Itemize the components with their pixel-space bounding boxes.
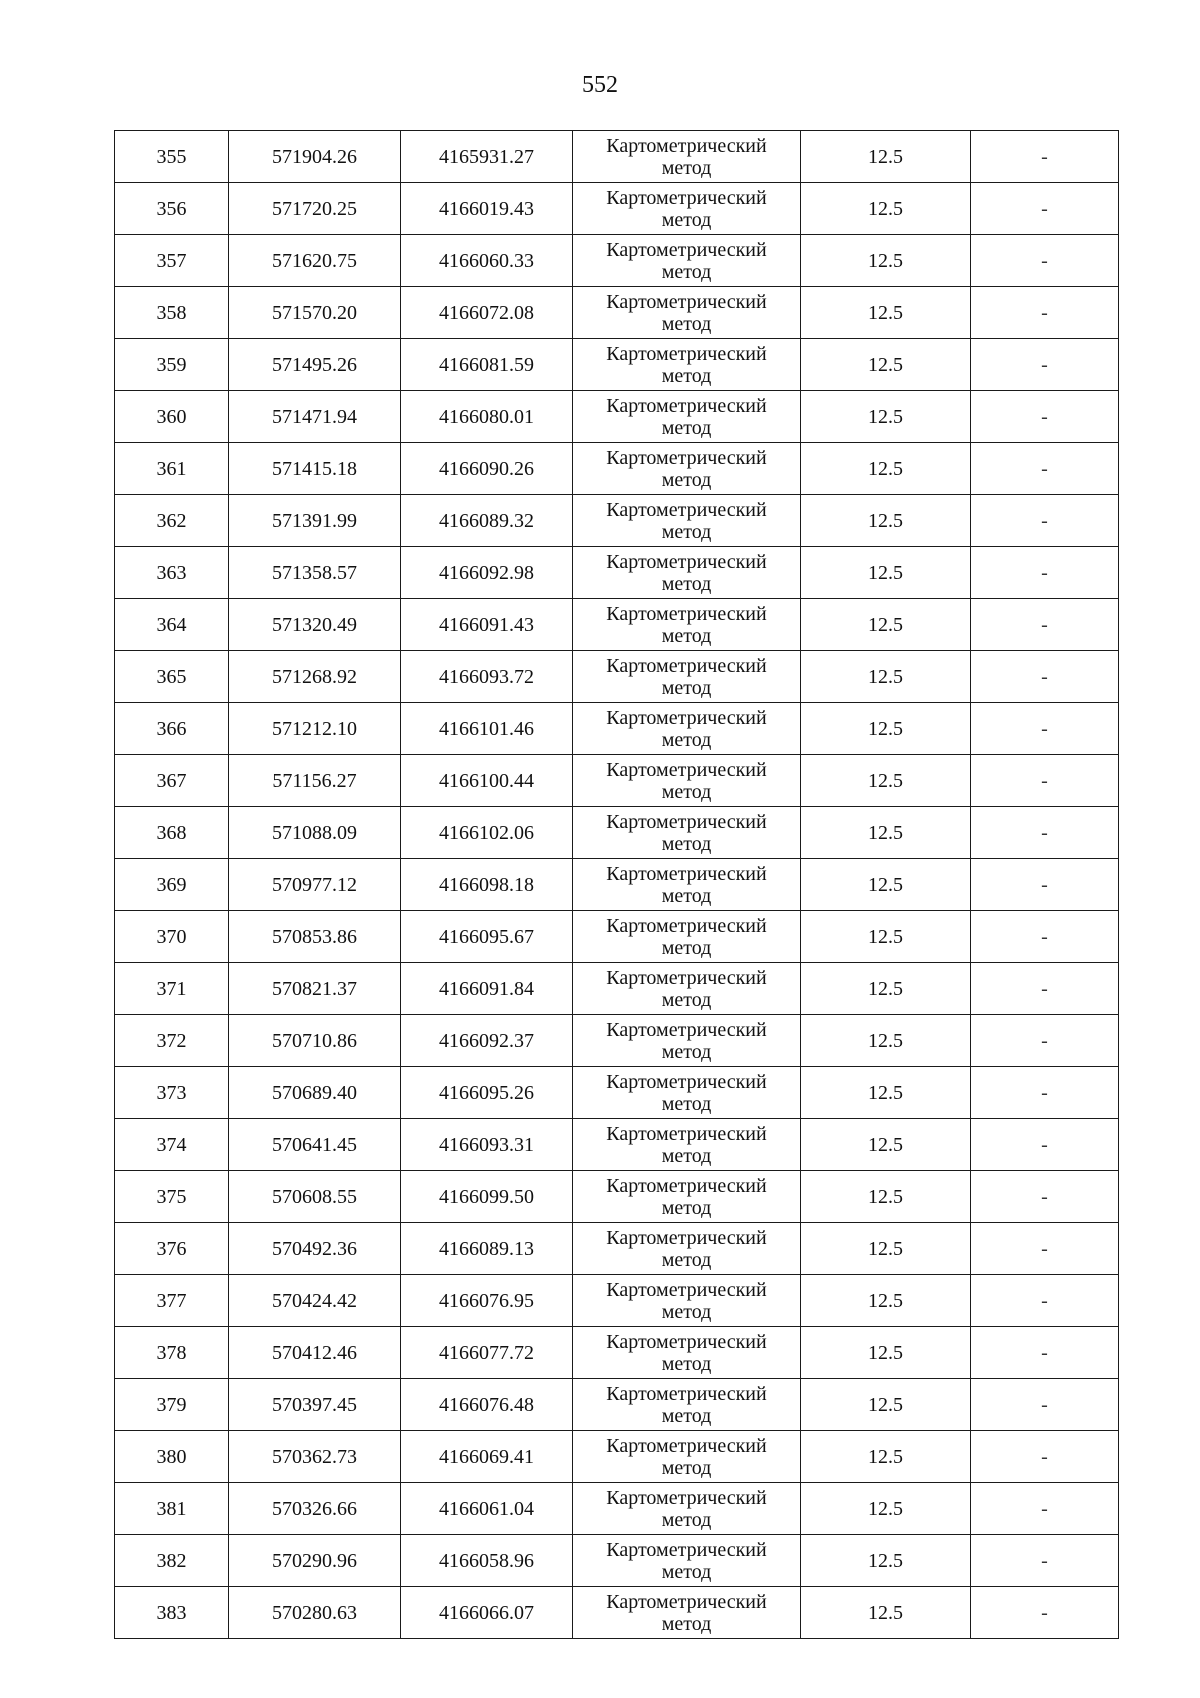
method-line-2: метод: [661, 572, 712, 595]
accuracy-cell: 12.5: [801, 547, 971, 599]
x-coordinate-cell: 570641.45: [229, 1119, 401, 1171]
x-coordinate-cell: 570397.45: [229, 1379, 401, 1431]
point-number-cell: 366: [115, 703, 229, 755]
x-coordinate-cell: 570290.96: [229, 1535, 401, 1587]
method-cell: [573, 859, 801, 911]
method-line-1: Картометрический: [606, 1486, 767, 1509]
table-row: [115, 287, 1119, 339]
method-line-2: метод: [661, 1144, 712, 1167]
y-coordinate-cell: 4166102.06: [401, 807, 573, 859]
point-number-cell: 357: [115, 235, 229, 287]
method-cell: [573, 1067, 801, 1119]
method-line-2: метод: [661, 520, 712, 543]
x-coordinate-cell: 571620.75: [229, 235, 401, 287]
method-line-1: Картометрический: [606, 1174, 767, 1197]
method-line-1: Картометрический: [606, 810, 767, 833]
y-coordinate-cell: 4166095.67: [401, 911, 573, 963]
method-line-1: Картометрический: [606, 1070, 767, 1093]
y-coordinate-cell: 4166077.72: [401, 1327, 573, 1379]
point-number-cell: 379: [115, 1379, 229, 1431]
x-coordinate-cell: 571495.26: [229, 339, 401, 391]
description-cell: -: [971, 1379, 1119, 1431]
accuracy-cell: 12.5: [801, 807, 971, 859]
method-line-1: Картометрический: [606, 550, 767, 573]
x-coordinate-cell: 570821.37: [229, 963, 401, 1015]
table-row: [115, 1275, 1119, 1327]
point-number-cell: 365: [115, 651, 229, 703]
y-coordinate-cell: 4166061.04: [401, 1483, 573, 1535]
description-cell: -: [971, 443, 1119, 495]
x-coordinate-cell: 570977.12: [229, 859, 401, 911]
method-line-2: метод: [661, 780, 712, 803]
method-line-1: Картометрический: [606, 446, 767, 469]
point-number-cell: 358: [115, 287, 229, 339]
method-cell: [573, 807, 801, 859]
point-number-cell: 373: [115, 1067, 229, 1119]
method-cell: [573, 1015, 801, 1067]
accuracy-cell: 12.5: [801, 963, 971, 1015]
accuracy-cell: 12.5: [801, 339, 971, 391]
x-coordinate-cell: 571471.94: [229, 391, 401, 443]
table-row: [115, 495, 1119, 547]
y-coordinate-cell: 4166091.43: [401, 599, 573, 651]
method-line-1: Картометрический: [606, 1590, 767, 1613]
table-row: [115, 1379, 1119, 1431]
table-row: [115, 807, 1119, 859]
table-row: [115, 1587, 1119, 1639]
point-number-cell: 372: [115, 1015, 229, 1067]
method-line-2: метод: [661, 728, 712, 751]
table-row: [115, 1067, 1119, 1119]
accuracy-cell: 12.5: [801, 1535, 971, 1587]
y-coordinate-cell: 4166092.98: [401, 547, 573, 599]
description-cell: -: [971, 287, 1119, 339]
x-coordinate-cell: 571904.26: [229, 131, 401, 183]
table-row: [115, 443, 1119, 495]
description-cell: -: [971, 1535, 1119, 1587]
method-cell: [573, 1587, 801, 1639]
description-cell: -: [971, 1067, 1119, 1119]
description-cell: -: [971, 547, 1119, 599]
point-number-cell: 380: [115, 1431, 229, 1483]
y-coordinate-cell: 4166072.08: [401, 287, 573, 339]
accuracy-cell: 12.5: [801, 391, 971, 443]
method-cell: [573, 1483, 801, 1535]
y-coordinate-cell: 4166081.59: [401, 339, 573, 391]
y-coordinate-cell: 4166019.43: [401, 183, 573, 235]
point-number-cell: 355: [115, 131, 229, 183]
table-row: [115, 1119, 1119, 1171]
method-line-2: метод: [661, 1508, 712, 1531]
method-line-1: Картометрический: [606, 706, 767, 729]
y-coordinate-cell: 4166058.96: [401, 1535, 573, 1587]
method-line-1: Картометрический: [606, 1018, 767, 1041]
method-line-1: Картометрический: [606, 394, 767, 417]
method-line-2: метод: [661, 1404, 712, 1427]
method-line-2: метод: [661, 988, 712, 1011]
point-number-cell: 377: [115, 1275, 229, 1327]
y-coordinate-cell: 4166093.31: [401, 1119, 573, 1171]
method-cell: [573, 1223, 801, 1275]
table-row: [115, 651, 1119, 703]
method-line-2: метод: [661, 1196, 712, 1219]
table-row: [115, 1431, 1119, 1483]
description-cell: -: [971, 859, 1119, 911]
method-line-2: метод: [661, 676, 712, 699]
y-coordinate-cell: 4166099.50: [401, 1171, 573, 1223]
point-number-cell: 361: [115, 443, 229, 495]
y-coordinate-cell: 4166066.07: [401, 1587, 573, 1639]
x-coordinate-cell: 570608.55: [229, 1171, 401, 1223]
y-coordinate-cell: 4166093.72: [401, 651, 573, 703]
method-line-1: Картометрический: [606, 914, 767, 937]
description-cell: -: [971, 131, 1119, 183]
x-coordinate-cell: 571320.49: [229, 599, 401, 651]
accuracy-cell: 12.5: [801, 1015, 971, 1067]
method-cell: [573, 443, 801, 495]
table-row: [115, 1483, 1119, 1535]
method-line-2: метод: [661, 1352, 712, 1375]
y-coordinate-cell: 4166089.13: [401, 1223, 573, 1275]
point-number-cell: 381: [115, 1483, 229, 1535]
y-coordinate-cell: 4166060.33: [401, 235, 573, 287]
x-coordinate-cell: 570326.66: [229, 1483, 401, 1535]
method-cell: [573, 235, 801, 287]
accuracy-cell: 12.5: [801, 1067, 971, 1119]
description-cell: -: [971, 703, 1119, 755]
accuracy-cell: 12.5: [801, 1483, 971, 1535]
accuracy-cell: 12.5: [801, 287, 971, 339]
method-line-1: Картометрический: [606, 654, 767, 677]
table-row: [115, 391, 1119, 443]
method-line-1: Картометрический: [606, 186, 767, 209]
method-line-1: Картометрический: [606, 498, 767, 521]
x-coordinate-cell: 570280.63: [229, 1587, 401, 1639]
accuracy-cell: 12.5: [801, 599, 971, 651]
x-coordinate-cell: 570412.46: [229, 1327, 401, 1379]
description-cell: -: [971, 1483, 1119, 1535]
method-cell: [573, 1275, 801, 1327]
point-number-cell: 370: [115, 911, 229, 963]
method-cell: [573, 391, 801, 443]
y-coordinate-cell: 4166098.18: [401, 859, 573, 911]
point-number-cell: 360: [115, 391, 229, 443]
point-number-cell: 376: [115, 1223, 229, 1275]
page-number: 552: [582, 72, 618, 98]
x-coordinate-cell: 570424.42: [229, 1275, 401, 1327]
method-cell: [573, 1535, 801, 1587]
point-number-cell: 382: [115, 1535, 229, 1587]
description-cell: -: [971, 963, 1119, 1015]
method-line-1: Картометрический: [606, 1278, 767, 1301]
point-number-cell: 369: [115, 859, 229, 911]
x-coordinate-cell: 571088.09: [229, 807, 401, 859]
method-cell: [573, 599, 801, 651]
method-line-1: Картометрический: [606, 134, 767, 157]
point-number-cell: 359: [115, 339, 229, 391]
x-coordinate-cell: 571268.92: [229, 651, 401, 703]
method-line-1: Картометрический: [606, 290, 767, 313]
table-row: [115, 1535, 1119, 1587]
table-row: [115, 131, 1119, 183]
accuracy-cell: 12.5: [801, 755, 971, 807]
table-row: [115, 235, 1119, 287]
accuracy-cell: 12.5: [801, 1275, 971, 1327]
x-coordinate-cell: 571156.27: [229, 755, 401, 807]
point-number-cell: 368: [115, 807, 229, 859]
accuracy-cell: 12.5: [801, 1223, 971, 1275]
accuracy-cell: 12.5: [801, 1119, 971, 1171]
point-number-cell: 374: [115, 1119, 229, 1171]
accuracy-cell: 12.5: [801, 703, 971, 755]
point-number-cell: 375: [115, 1171, 229, 1223]
method-line-2: метод: [661, 1248, 712, 1271]
method-line-1: Картометрический: [606, 1434, 767, 1457]
method-cell: [573, 183, 801, 235]
accuracy-cell: 12.5: [801, 651, 971, 703]
table-row: [115, 547, 1119, 599]
x-coordinate-cell: 570492.36: [229, 1223, 401, 1275]
description-cell: -: [971, 1015, 1119, 1067]
point-number-cell: 363: [115, 547, 229, 599]
method-line-2: метод: [661, 208, 712, 231]
description-cell: -: [971, 1431, 1119, 1483]
method-cell: [573, 131, 801, 183]
method-line-2: метод: [661, 468, 712, 491]
x-coordinate-cell: 570710.86: [229, 1015, 401, 1067]
method-cell: [573, 287, 801, 339]
y-coordinate-cell: 4166101.46: [401, 703, 573, 755]
y-coordinate-cell: 4166091.84: [401, 963, 573, 1015]
table-row: [115, 1327, 1119, 1379]
accuracy-cell: 12.5: [801, 911, 971, 963]
method-cell: [573, 651, 801, 703]
table-row: [115, 703, 1119, 755]
method-line-1: Картометрический: [606, 1382, 767, 1405]
method-line-1: Картометрический: [606, 342, 767, 365]
coordinates-table: [114, 130, 1119, 1639]
method-line-1: Картометрический: [606, 1226, 767, 1249]
method-cell: [573, 495, 801, 547]
x-coordinate-cell: 571358.57: [229, 547, 401, 599]
point-number-cell: 383: [115, 1587, 229, 1639]
method-line-2: метод: [661, 312, 712, 335]
method-line-1: Картометрический: [606, 1538, 767, 1561]
accuracy-cell: 12.5: [801, 859, 971, 911]
y-coordinate-cell: 4166095.26: [401, 1067, 573, 1119]
method-cell: [573, 703, 801, 755]
table-row: [115, 963, 1119, 1015]
description-cell: -: [971, 755, 1119, 807]
method-line-2: метод: [661, 364, 712, 387]
point-number-cell: 371: [115, 963, 229, 1015]
method-line-2: метод: [661, 832, 712, 855]
method-cell: [573, 1119, 801, 1171]
method-line-2: метод: [661, 416, 712, 439]
point-number-cell: 356: [115, 183, 229, 235]
table-row: [115, 599, 1119, 651]
point-number-cell: 362: [115, 495, 229, 547]
method-line-1: Картометрический: [606, 1122, 767, 1145]
point-number-cell: 364: [115, 599, 229, 651]
method-cell: [573, 1431, 801, 1483]
x-coordinate-cell: 570689.40: [229, 1067, 401, 1119]
x-coordinate-cell: 571391.99: [229, 495, 401, 547]
x-coordinate-cell: 570853.86: [229, 911, 401, 963]
method-cell: [573, 1379, 801, 1431]
method-cell: [573, 755, 801, 807]
y-coordinate-cell: 4166089.32: [401, 495, 573, 547]
table-body: [115, 131, 1119, 1639]
y-coordinate-cell: 4165931.27: [401, 131, 573, 183]
accuracy-cell: 12.5: [801, 1327, 971, 1379]
description-cell: -: [971, 1171, 1119, 1223]
description-cell: -: [971, 495, 1119, 547]
y-coordinate-cell: 4166076.95: [401, 1275, 573, 1327]
y-coordinate-cell: 4166080.01: [401, 391, 573, 443]
y-coordinate-cell: 4166069.41: [401, 1431, 573, 1483]
accuracy-cell: 12.5: [801, 1587, 971, 1639]
table-row: [115, 339, 1119, 391]
x-coordinate-cell: 571415.18: [229, 443, 401, 495]
y-coordinate-cell: 4166092.37: [401, 1015, 573, 1067]
table-row: [115, 911, 1119, 963]
description-cell: -: [971, 1119, 1119, 1171]
accuracy-cell: 12.5: [801, 1379, 971, 1431]
x-coordinate-cell: 571212.10: [229, 703, 401, 755]
description-cell: -: [971, 1327, 1119, 1379]
table-row: [115, 1171, 1119, 1223]
accuracy-cell: 12.5: [801, 1431, 971, 1483]
accuracy-cell: 12.5: [801, 183, 971, 235]
y-coordinate-cell: 4166076.48: [401, 1379, 573, 1431]
method-line-1: Картометрический: [606, 758, 767, 781]
table-row: [115, 1223, 1119, 1275]
description-cell: -: [971, 911, 1119, 963]
x-coordinate-cell: 571570.20: [229, 287, 401, 339]
table-row: [115, 183, 1119, 235]
description-cell: -: [971, 651, 1119, 703]
table-row: [115, 1015, 1119, 1067]
accuracy-cell: 12.5: [801, 235, 971, 287]
description-cell: -: [971, 183, 1119, 235]
method-line-1: Картометрический: [606, 1330, 767, 1353]
method-line-2: метод: [661, 1092, 712, 1115]
x-coordinate-cell: 570362.73: [229, 1431, 401, 1483]
description-cell: -: [971, 339, 1119, 391]
method-cell: [573, 1327, 801, 1379]
method-line-2: метод: [661, 156, 712, 179]
method-cell: [573, 547, 801, 599]
method-cell: [573, 1171, 801, 1223]
description-cell: -: [971, 599, 1119, 651]
point-number-cell: 367: [115, 755, 229, 807]
method-line-2: метод: [661, 260, 712, 283]
point-number-cell: 378: [115, 1327, 229, 1379]
description-cell: -: [971, 235, 1119, 287]
description-cell: -: [971, 1275, 1119, 1327]
method-line-2: метод: [661, 1612, 712, 1635]
method-line-1: Картометрический: [606, 966, 767, 989]
method-line-2: метод: [661, 1456, 712, 1479]
accuracy-cell: 12.5: [801, 131, 971, 183]
y-coordinate-cell: 4166090.26: [401, 443, 573, 495]
y-coordinate-cell: 4166100.44: [401, 755, 573, 807]
accuracy-cell: 12.5: [801, 443, 971, 495]
method-line-2: метод: [661, 624, 712, 647]
method-line-2: метод: [661, 1560, 712, 1583]
description-cell: -: [971, 1587, 1119, 1639]
method-line-2: метод: [661, 936, 712, 959]
x-coordinate-cell: 571720.25: [229, 183, 401, 235]
description-cell: -: [971, 391, 1119, 443]
accuracy-cell: 12.5: [801, 1171, 971, 1223]
method-line-1: Картометрический: [606, 862, 767, 885]
method-line-1: Картометрический: [606, 238, 767, 261]
method-line-2: метод: [661, 1300, 712, 1323]
method-line-2: метод: [661, 1040, 712, 1063]
method-cell: [573, 339, 801, 391]
method-line-2: метод: [661, 884, 712, 907]
description-cell: -: [971, 807, 1119, 859]
table-row: [115, 859, 1119, 911]
method-line-1: Картометрический: [606, 602, 767, 625]
method-cell: [573, 963, 801, 1015]
description-cell: -: [971, 1223, 1119, 1275]
accuracy-cell: 12.5: [801, 495, 971, 547]
method-cell: [573, 911, 801, 963]
table-row: [115, 755, 1119, 807]
